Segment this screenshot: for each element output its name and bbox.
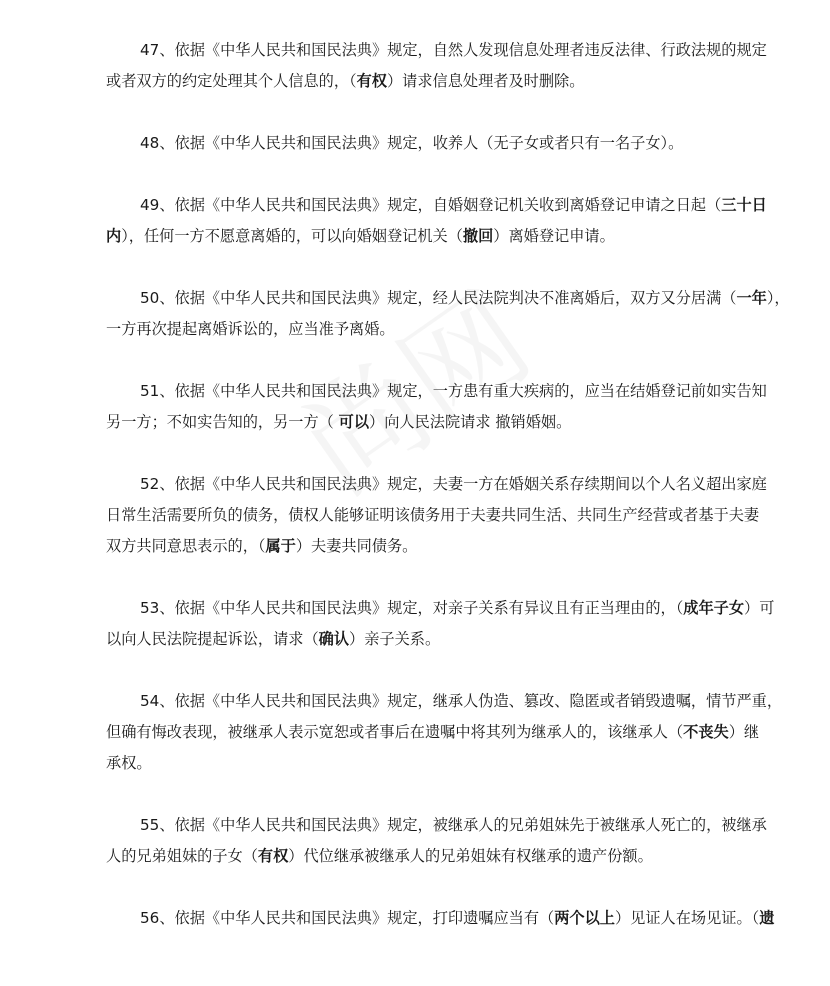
question-item [106,686,796,779]
question-text: 52、依据《中华人民共和国民法典》规定，夫妻一方在婚姻关系存续期间以个人名义超出家庭 [140,475,767,493]
question-text: 双方共同意思表示的，（ [106,537,266,555]
question-text: 47、依据《中华人民共和国民法典》规定，自然人发现信息处理者违反法律、行政法规的规定 [140,41,767,59]
answer-text: 一年 [736,289,767,307]
question-line [106,686,796,717]
question-text: ）请求信息处理者及时删除。 [386,72,585,90]
question-line [106,314,796,345]
answer-text: 两个以上 [554,909,615,927]
question-text: 承权。 [106,754,152,772]
question-text: 56、依据《中华人民共和国民法典》规定，打印遗嘱应当有（ [140,909,555,927]
answer-text: 确认 [318,630,349,648]
question-text: 50、依据《中华人民共和国民法典》规定，经人民法院判决不准离婚后，双方又分居满（ [140,289,737,307]
question-line [106,469,796,500]
answer-text: 有权 [356,72,387,90]
question-line [106,221,796,252]
question-item [106,190,796,252]
question-line [106,531,796,562]
answer-text: 撤回 [462,227,494,245]
question-text: 或者双方的约定处理其个人信息的，（ [106,72,357,90]
answer-text: 成年子女 [683,599,745,617]
question-line [106,407,796,438]
question-item [106,128,796,159]
question-text: 49、依据《中华人民共和国民法典》规定，自婚姻登记机关收到离婚登记申请之日起（ [140,196,722,214]
question-text: 人的兄弟姐妹的子女（ [106,847,258,865]
question-text: 53、依据《中华人民共和国民法典》规定，对亲子关系有异议且有正当理由的，（ [140,599,684,617]
question-item [106,283,796,345]
question-item [106,376,796,438]
question-line [106,500,796,531]
question-text: ）可 [744,599,775,617]
question-text: 以向人民法院提起诉讼，请求（ [106,630,319,648]
question-line [106,748,796,779]
question-text: ）向人民法院请求 撤销婚姻。 [369,413,572,431]
question-line [106,66,796,97]
question-text: ）亲子关系。 [349,630,441,648]
question-text: 51、依据《中华人民共和国民法典》规定，一方患有重大疾病的，应当在结婚登记前如实告知 [140,382,767,400]
question-item [106,593,796,655]
question-text: ）见证人在场见证。（ [614,909,760,927]
question-text: 55、依据《中华人民共和国民法典》规定，被继承人的兄弟姐妹先于被继承人死亡的，被继承 [140,816,767,834]
question-line [106,190,796,221]
question-item [106,469,796,562]
question-text: ）代位继承被继承人的兄弟姐妹有权继承的遗产份额。 [288,847,653,865]
answer-text: 属于 [265,537,296,555]
question-line [106,35,796,66]
answer-text: 内 [106,227,122,245]
question-text: 日常生活需要所负的债务，债权人能够证明该债务用于夫妻共同生活、共同生产经营或者基于夫妻 [106,506,760,524]
question-line [106,128,796,159]
question-line [106,593,796,624]
question-line [106,903,796,934]
question-text: ）， [766,289,790,307]
question-line [106,376,796,407]
question-text: 48、依据《中华人民共和国民法典》规定，收养人（无子女或者只有一名子女）。 [140,134,684,152]
question-line [106,841,796,872]
question-text: 54、依据《中华人民共和国民法典》规定，继承人伪造、篡改、隐匿或者销毁遗嘱，情节严重， [140,692,783,710]
question-line [106,810,796,841]
question-text: 一方再次提起离婚诉讼的，应当准予离婚。 [106,320,395,338]
answer-text: 三十日 [721,196,767,214]
question-item [106,35,796,97]
question-text: 但确有悔改表现，被继承人表示宽恕或者事后在遗嘱中将其列为继承人的，该继承人（ [106,723,684,741]
question-item [106,810,796,872]
question-text: ）离婚登记申请。 [493,227,615,245]
question-text: ），任何一方不愿意离婚的，可以向婚姻登记机关（ [121,227,463,245]
question-text: 另一方；不如实告知的，另一方（ [106,413,339,431]
answer-text: 遗 [759,909,775,927]
question-text: ）夫妻共同债务。 [295,537,418,555]
question-line [106,283,796,314]
answer-text: 可以 [338,413,370,431]
answer-text: 有权 [257,847,289,865]
question-line [106,624,796,655]
question-text: ）继 [728,723,760,741]
answer-text: 不丧失 [683,723,729,741]
question-item [106,903,796,934]
question-line [106,717,796,748]
